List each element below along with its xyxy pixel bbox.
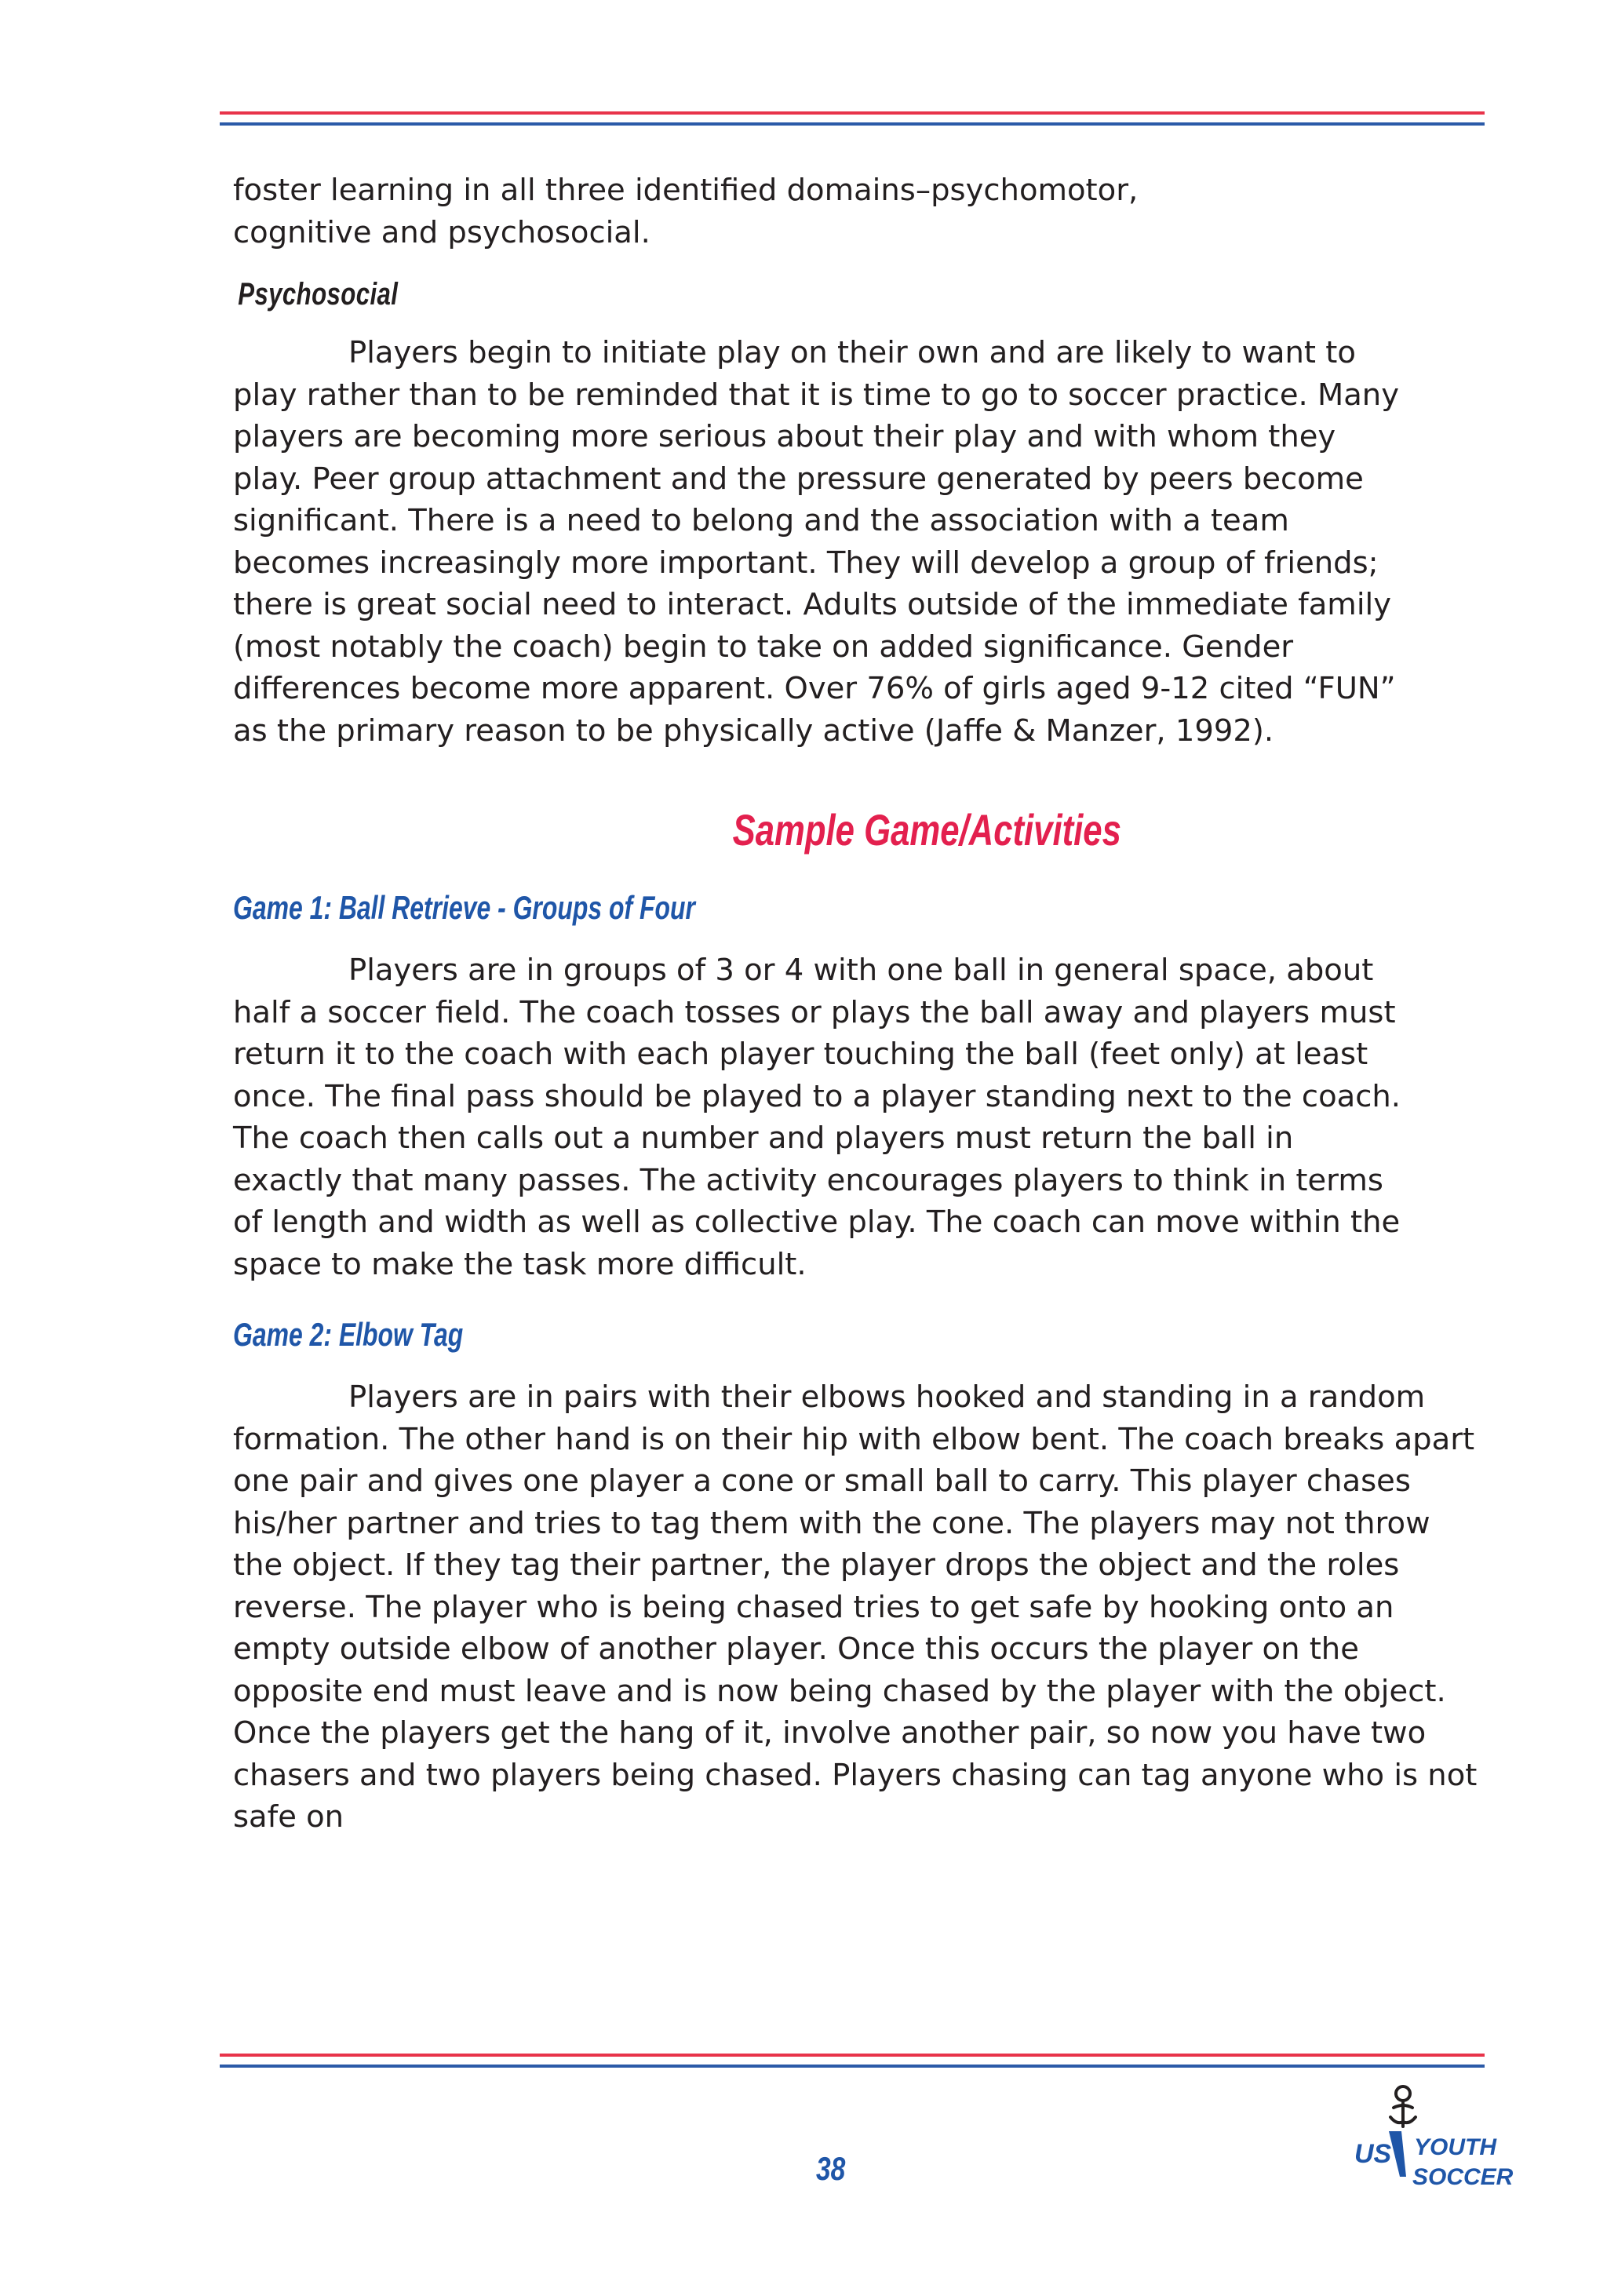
game2-paragraph-continued: Once the players get the hang of it, involve another pair, so now you have two chasers and two players being chased. Players chasing can tag anyone who is not safe on: [233, 1715, 1478, 1835]
page-number: 38: [816, 2150, 846, 2187]
logo-youth: YOUTH: [1414, 2134, 1496, 2160]
game2-paragraph: Players are in pairs with their elbows hooked and standing in a random formation. The other hand is on their hip with elbow bent. The coach breaks apart one pair and gives one player a cone or small ball to carry. This player chases his/her partner and tries to tag them with the cone. The players may not throw the object. If they tag their partner, the player drops the object and the roles reverse. The player who is being chased tries to get safe by hooking onto an empty outside elbow of another player. Once this occurs the player on the opposite end must leave and is now being chased by the player with the object.: [233, 1379, 1475, 1709]
header-rule: [220, 111, 1485, 126]
footer-rule-blue: [220, 2065, 1485, 2068]
page-content: [233, 169, 1489, 1839]
us-youth-soccer-logo: [1354, 2083, 1514, 2200]
player-figure-icon: [1390, 2086, 1416, 2127]
header-rule-blue: [220, 122, 1485, 126]
logo-soccer: SOCCER: [1412, 2164, 1514, 2190]
logo-us: US: [1354, 2139, 1392, 2169]
footer-rule: [220, 2054, 1485, 2068]
psychosocial-paragraph: Players begin to initiate play on their own and are likely to want to play rather than to be reminded that it is time to go to soccer practice. Many players are becoming more serious about their play and with whom they play. Peer group attachment and the pressure generated by peers become significant. There is a need to belong and the association with a team becomes increasingly more important. They will develop a group of friends; there is great social need to interact. Adults outside of the immediate family (most notably the coach) begin to take on added significance. Gender differences become more apparent. Over 76% of girls aged 9-12 cited “FUN” as the primary reason to be physically active (Jaffe & Manzer, 1992).: [233, 335, 1399, 749]
intro-paragraph: foster learning in all three identified domains–psychomotor, cognitive and psychosocial.: [233, 173, 1139, 250]
section-heading: Sample Game/Activities: [732, 805, 1121, 855]
game1-heading: Game 1: Ball Retrieve - Groups of Four: [233, 889, 695, 926]
game1-paragraph: Players are in groups of 3 or 4 with one ball in general space, about half a soccer field. The coach tosses or plays the ball away and players must return it to the coach with each player touching the ball (feet only) at least once. The final pass should be played to a player standing next to the coach. The coach then calls out a number and players must return the ball in exactly that many passes. The activity encourages players to think in terms of length and width as well as collective play. The coach can move within the space to make the task more difficult.: [233, 953, 1401, 1282]
psychosocial-heading: Psychosocial: [238, 277, 399, 312]
logo-y-stroke: [1389, 2131, 1406, 2177]
game2-heading: Game 2: Elbow Tag: [233, 1316, 464, 1353]
